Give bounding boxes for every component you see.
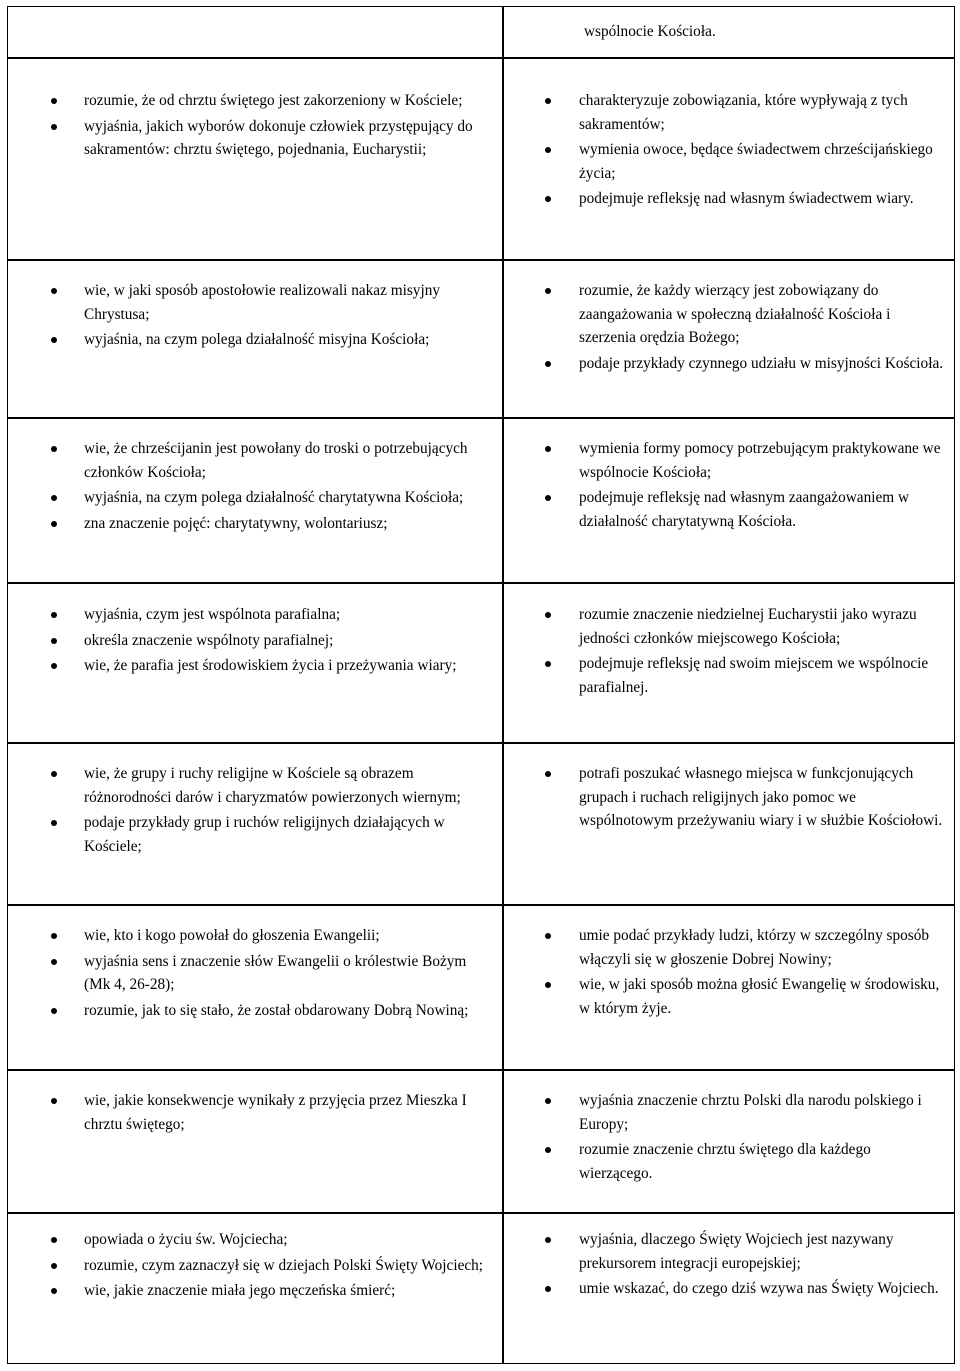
bullet-icon (51, 1288, 57, 1294)
list-item: podejmuje refleksję nad swoim miejscem we wspólnocie parafialnej. (504, 652, 946, 699)
bullet-icon (545, 1237, 551, 1243)
bullet-icon (51, 612, 57, 618)
list-item: wyjaśnia, na czym polega działalność charytatywna Kościoła; (8, 486, 492, 510)
bullet-icon (51, 495, 57, 501)
bullet-icon (545, 771, 551, 777)
bullet-icon (545, 446, 551, 452)
list-item: rozumie znaczenie niedzielnej Eucharystii jako wyrazu jedności członków miejscowego Kościoła; (504, 603, 946, 650)
list-item: rozumie, czym zaznaczył się w dziejach Polski Święty Wojciech; (8, 1254, 492, 1278)
bullet-icon (545, 98, 551, 104)
list-item: wie, w jaki sposób można głosić Ewangelię w środowisku, w którym żyje. (504, 973, 946, 1020)
bullet-icon (51, 124, 57, 130)
bullet-icon (545, 361, 551, 367)
list-item: wyjaśnia, czym jest wspólnota parafialna; (8, 603, 492, 627)
row-7-right-cell (503, 1070, 955, 1213)
row-7-right-list (504, 1089, 946, 1185)
row-2-right-list (504, 279, 946, 375)
bullet-icon (51, 98, 57, 104)
list-item: podejmuje refleksję nad własnym świadectwem wiary. (504, 187, 946, 211)
bullet-icon (51, 663, 57, 669)
bullet-icon (51, 933, 57, 939)
list-item: opowiada o życiu św. Wojciecha; (8, 1228, 492, 1252)
row-4-right-cell (503, 583, 955, 743)
bullet-icon (51, 771, 57, 777)
list-item: wymienia owoce, będące świadectwem chrześcijańskiego życia; (504, 138, 946, 185)
list-item: wyjaśnia, na czym polega działalność misyjna Kościoła; (8, 328, 492, 352)
bullet-icon (545, 982, 551, 988)
row-7-left-list (8, 1089, 492, 1136)
bullet-icon (545, 288, 551, 294)
list-item: wymienia formy pomocy potrzebującym praktykowane we wspólnocie Kościoła; (504, 437, 946, 484)
bullet-icon (545, 1286, 551, 1292)
row-8-left-list (8, 1228, 492, 1303)
bullet-icon (545, 196, 551, 202)
bullet-icon (545, 933, 551, 939)
bullet-icon (51, 446, 57, 452)
row-8-left-cell (7, 1213, 503, 1364)
bullet-icon (545, 661, 551, 667)
row-3-left-cell (7, 418, 503, 583)
list-item: potrafi poszukać własnego miejsca w funkcjonujących grupach i ruchach religijnych jako pomoc we wspólnotowym przeżywaniu wiary i w służbie Kościołowi. (504, 762, 946, 833)
bullet-icon (51, 1263, 57, 1269)
row-2-left-cell (7, 260, 503, 418)
row-6-left-cell (7, 905, 503, 1070)
list-item: zna znaczenie pojęć: charytatywny, wolontariusz; (8, 512, 492, 536)
row-1-right-cell (503, 58, 955, 260)
list-item: umie podać przykłady ludzi, którzy w szczególny sposób włączyli się w głoszenie Dobrej Nowiny; (504, 924, 946, 971)
row-0-right-cell (503, 6, 955, 58)
bullet-icon (545, 147, 551, 153)
list-item: charakteryzuje zobowiązania, które wypływają z tych sakramentów; (504, 89, 946, 136)
bullet-icon (51, 288, 57, 294)
list-item: określa znaczenie wspólnoty parafialnej; (8, 629, 492, 653)
row-0-left-cell (7, 6, 503, 58)
list-item: rozumie, że każdy wierzący jest zobowiązany do zaangażowania w społeczną działalność Kościoła i szerzenia orędzia Bożego; (504, 279, 946, 350)
row-2-left-list (8, 279, 492, 352)
row-1-left-list (8, 89, 492, 162)
row-1-left-cell (7, 58, 503, 260)
bullet-icon (51, 1008, 57, 1014)
list-item: wyjaśnia sens i znaczenie słów Ewangelii o królestwie Bożym (Mk 4, 26-28); (8, 950, 492, 997)
list-item: podejmuje refleksję nad własnym zaangażowaniem w działalność charytatywną Kościoła. (504, 486, 946, 533)
row-3-left-list (8, 437, 492, 535)
bullet-icon (51, 820, 57, 826)
list-item: wie, że parafia jest środowiskiem życia i przeżywania wiary; (8, 654, 492, 678)
row-4-left-list (8, 603, 492, 678)
list-item: wie, kto i kogo powołał do głoszenia Ewangelii; (8, 924, 492, 948)
row-5-right-list (504, 762, 946, 833)
list-item: rozumie, że od chrztu świętego jest zakorzeniony w Kościele; (8, 89, 492, 113)
list-item: podaje przykłady czynnego udziału w misyjności Kościoła. (504, 352, 946, 376)
continuation-text: wspólnocie Kościoła. (584, 23, 716, 40)
row-6-right-list (504, 924, 946, 1020)
row-6-left-list (8, 924, 492, 1022)
list-item: wyjaśnia, jakich wyborów dokonuje człowiek przystępujący do sakramentów: chrztu świętego, pojednania, Eucharystii; (8, 115, 492, 162)
bullet-icon (545, 495, 551, 501)
list-item: wyjaśnia znaczenie chrztu Polski dla narodu polskiego i Europy; (504, 1089, 946, 1136)
row-3-right-list (504, 437, 946, 533)
list-item: wyjaśnia, dlaczego Święty Wojciech jest nazywany prekursorem integracji europejskiej; (504, 1228, 946, 1275)
row-8-right-cell (503, 1213, 955, 1364)
bullet-icon (51, 1098, 57, 1104)
row-5-left-cell (7, 743, 503, 905)
row-8-right-list (504, 1228, 946, 1301)
row-5-left-list (8, 762, 492, 858)
bullet-icon (51, 638, 57, 644)
bullet-icon (545, 1098, 551, 1104)
bullet-icon (545, 612, 551, 618)
bullet-icon (51, 521, 57, 527)
list-item: podaje przykłady grup i ruchów religijnych działających w Kościele; (8, 811, 492, 858)
row-3-right-cell (503, 418, 955, 583)
list-item: wie, jakie konsekwencje wynikały z przyjęcia przez Mieszka I chrztu świętego; (8, 1089, 492, 1136)
row-5-right-cell (503, 743, 955, 905)
row-6-right-cell (503, 905, 955, 1070)
list-item: umie wskazać, do czego dziś wzywa nas Święty Wojciech. (504, 1277, 946, 1301)
row-1-right-list (504, 89, 946, 211)
list-item: wie, że grupy i ruchy religijne w Kościele są obrazem różnorodności darów i charyzmatów powierzonych wiernym; (8, 762, 492, 809)
bullet-icon (545, 1147, 551, 1153)
list-item: wie, że chrześcijanin jest powołany do troski o potrzebujących członków Kościoła; (8, 437, 492, 484)
row-2-right-cell (503, 260, 955, 418)
row-4-right-list (504, 603, 946, 699)
list-item: rozumie znaczenie chrztu świętego dla każdego wierzącego. (504, 1138, 946, 1185)
list-item: rozumie, jak to się stało, że został obdarowany Dobrą Nowiną; (8, 999, 492, 1023)
row-7-left-cell (7, 1070, 503, 1213)
bullet-icon (51, 1237, 57, 1243)
bullet-icon (51, 959, 57, 965)
list-item: wie, jakie znaczenie miała jego męczeńska śmierć; (8, 1279, 492, 1303)
row-4-left-cell (7, 583, 503, 743)
bullet-icon (51, 337, 57, 343)
list-item: wie, w jaki sposób apostołowie realizowali nakaz misyjny Chrystusa; (8, 279, 492, 326)
